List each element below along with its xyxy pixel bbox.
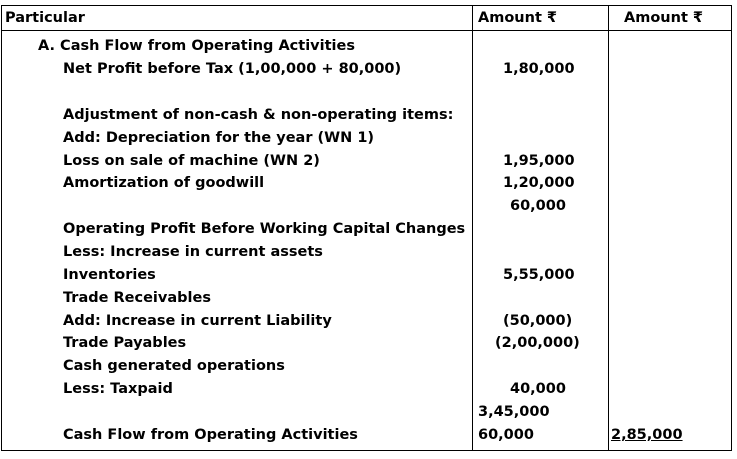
header-particular: Particular	[5, 10, 85, 26]
row-particular: Cash generated operations	[63, 358, 285, 374]
row-particular: Add: Increase in current Liability	[63, 313, 332, 329]
row-particular: Less: Increase in current assets	[63, 244, 323, 260]
row-amount-1: 40,000	[510, 381, 566, 397]
row-particular: Operating Profit Before Working Capital Changes	[63, 221, 466, 237]
row-particular: Loss on sale of machine (WN 2)	[63, 153, 320, 169]
header-amount-1: Amount ₹	[478, 10, 558, 26]
row-amount-1: 1,95,000	[503, 153, 575, 169]
row-particular: Add: Depreciation for the year (WN 1)	[63, 130, 375, 146]
row-particular: Adjustment of non-cash & non-operating items:	[63, 107, 454, 123]
column-divider-2	[608, 6, 609, 450]
row-particular: Net Profit before Tax (1,00,000 + 80,000)	[63, 61, 402, 77]
row-amount-1: 60,000	[478, 427, 534, 443]
column-divider-1	[472, 6, 473, 450]
row-amount-1: (50,000)	[503, 313, 573, 329]
row-particular: Inventories	[63, 267, 156, 283]
row-particular: Trade Payables	[63, 335, 187, 351]
row-amount-1: 60,000	[510, 198, 566, 214]
row-amount-1: 1,20,000	[503, 175, 575, 191]
row-particular-total: Cash Flow from Operating Activities	[63, 427, 358, 443]
header-divider	[2, 30, 731, 31]
row-particular: Amortization of goodwill	[63, 175, 265, 191]
row-particular: Trade Receivables	[63, 290, 211, 306]
row-amount-1: 5,55,000	[503, 267, 575, 283]
row-section-title: A. Cash Flow from Operating Activities	[38, 38, 355, 54]
row-amount-1: (2,00,000)	[495, 335, 580, 351]
row-amount-1: 1,80,000	[503, 61, 575, 77]
total-amount-2: 2,85,000	[611, 427, 683, 443]
row-amount-1: 3,45,000	[478, 404, 550, 420]
header-amount-2: Amount ₹	[624, 10, 704, 26]
row-particular: Less: Taxpaid	[63, 381, 173, 397]
